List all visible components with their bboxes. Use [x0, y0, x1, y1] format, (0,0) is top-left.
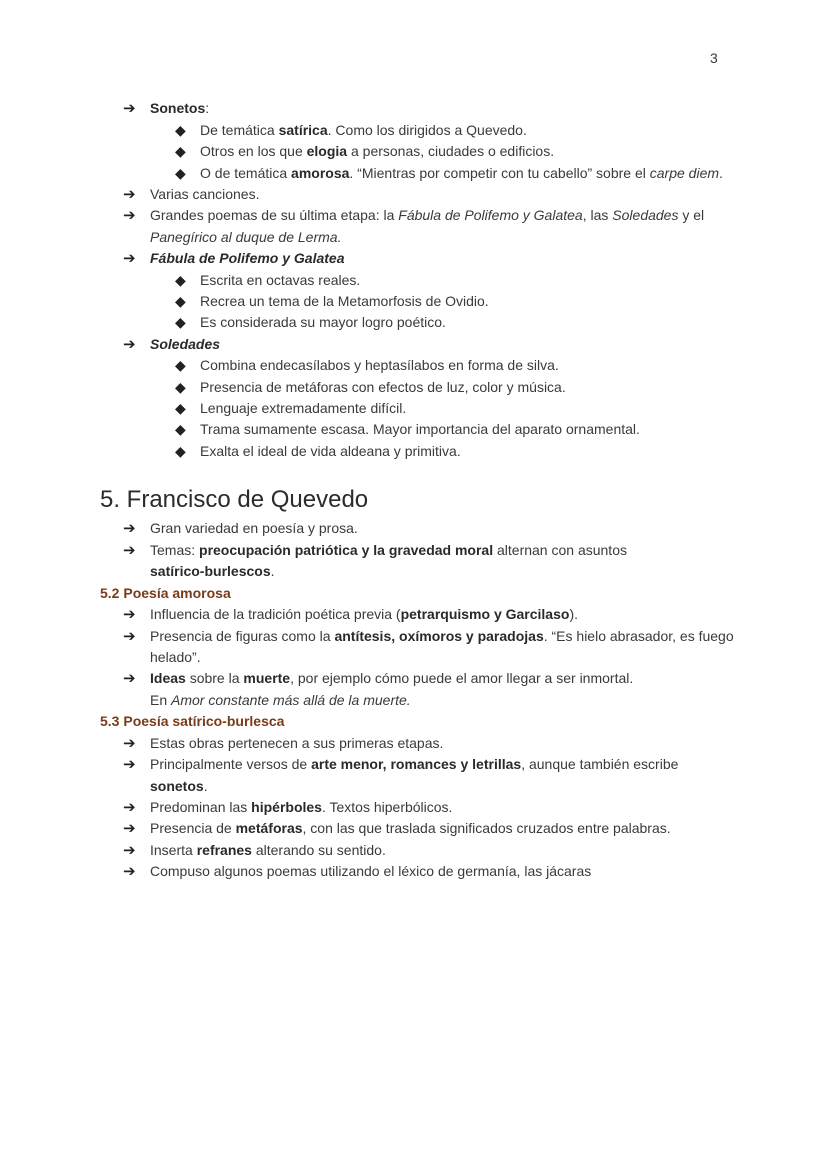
item-text: alternan con asuntos	[493, 542, 627, 558]
item-text: Es considerada su mayor logro poético.	[200, 314, 446, 330]
list-item-polifemo	[123, 248, 345, 269]
list-item-continuation	[150, 776, 208, 797]
list-item	[123, 540, 627, 561]
item-text: , por ejemplo cómo puede el amor llegar a ser inmortal.	[290, 670, 634, 686]
diamond-bullet-icon: ◆	[175, 165, 186, 181]
item-bold: hipérboles	[251, 799, 322, 815]
sub-list-item	[175, 141, 554, 162]
item-text: Gran variedad en poesía y prosa.	[150, 520, 358, 536]
subsection-heading: 5.2 Poesía amorosa	[100, 585, 231, 601]
item-text: sobre la	[185, 670, 244, 686]
item-italic: Panegírico al duque de Lerma.	[150, 229, 342, 245]
item-bold: antítesis, oxímoros y paradojas	[334, 628, 544, 644]
sub-list-item	[175, 398, 406, 419]
item-bold: elogia	[306, 143, 348, 159]
item-italic: Amor constante más allá de la muerte.	[171, 692, 411, 708]
list-item	[123, 733, 443, 754]
arrow-bullet-icon: ➔	[123, 756, 136, 773]
arrow-bullet-icon: ➔	[123, 250, 136, 267]
item-text: En	[150, 692, 172, 708]
list-item-continuation	[150, 227, 341, 248]
item-text: , las	[582, 207, 613, 223]
item-text: Varias canciones.	[150, 186, 260, 202]
item-text: Presencia de	[150, 820, 236, 836]
list-item	[123, 668, 633, 689]
sub-list-item	[175, 355, 559, 376]
sub-list-item	[175, 377, 566, 398]
list-item	[123, 861, 591, 882]
sub-list-item	[175, 270, 360, 291]
list-item	[123, 518, 358, 539]
arrow-bullet-icon: ➔	[123, 207, 136, 224]
item-label: Sonetos	[150, 100, 206, 116]
item-text: Escrita en octavas reales.	[200, 272, 361, 288]
diamond-bullet-icon: ◆	[175, 357, 186, 373]
item-text: Influencia de la tradición poética previa (	[150, 606, 401, 622]
item-text: Inserta	[150, 842, 197, 858]
item-bold: amorosa	[291, 165, 350, 181]
item-text: .	[270, 563, 275, 579]
list-item-continuation	[150, 561, 275, 582]
item-text: Estas obras pertenecen a sus primeras etapas.	[150, 735, 444, 751]
subsection-heading: 5.3 Poesía satírico-burlesca	[100, 713, 285, 729]
sub-list-item	[175, 163, 723, 184]
item-bold: satírica	[278, 122, 328, 138]
item-text: . “Mientras por competir con tu cabello” sobre el	[349, 165, 650, 181]
item-text: Exalta el ideal de vida aldeana y primitiva.	[200, 443, 461, 459]
sub-list-item	[175, 312, 446, 333]
item-italic: Soledades	[612, 207, 679, 223]
item-text: De temática	[200, 122, 279, 138]
arrow-bullet-icon: ➔	[123, 863, 136, 880]
list-item	[123, 604, 578, 625]
sub-list-item	[175, 419, 640, 440]
diamond-bullet-icon: ◆	[175, 122, 186, 138]
item-bold: sonetos	[150, 778, 204, 794]
item-bold: Ideas	[150, 670, 186, 686]
diamond-bullet-icon: ◆	[175, 143, 186, 159]
item-text: Otros en los que	[200, 143, 307, 159]
item-text: Grandes poemas de su última etapa: la	[150, 207, 399, 223]
item-text: , con las que traslada significados cruzados entre palabras.	[302, 820, 671, 836]
item-text: . “Es hielo abrasador, es fuego	[543, 628, 734, 644]
list-item	[123, 797, 452, 818]
diamond-bullet-icon: ◆	[175, 314, 186, 330]
item-bold: petrarquismo y Garcilaso	[400, 606, 570, 622]
item-text: . Como los dirigidos a Quevedo.	[327, 122, 527, 138]
item-bold: preocupación patriótica y la gravedad moral	[199, 542, 494, 558]
item-bold: refranes	[196, 842, 252, 858]
sub-list-item	[175, 120, 527, 141]
item-text: Principalmente versos de	[150, 756, 312, 772]
sub-list-item	[175, 291, 489, 312]
item-text: , aunque también escribe	[521, 756, 679, 772]
arrow-bullet-icon: ➔	[123, 542, 136, 559]
list-item-grandes-poemas	[123, 205, 704, 226]
diamond-bullet-icon: ◆	[175, 293, 186, 309]
item-bold: arte menor, romances y letrillas	[311, 756, 522, 772]
arrow-bullet-icon: ➔	[123, 100, 136, 117]
arrow-bullet-icon: ➔	[123, 670, 136, 687]
sub-list-item	[175, 441, 461, 462]
item-text: Combina endecasílabos y heptasílabos en forma de silva.	[200, 357, 559, 373]
diamond-bullet-icon: ◆	[175, 400, 186, 416]
item-text: Lenguaje extremadamente difícil.	[200, 400, 407, 416]
list-item	[123, 626, 734, 647]
list-item-canciones	[123, 184, 259, 205]
item-text: Presencia de figuras como la	[150, 628, 335, 644]
item-text: Temas:	[150, 542, 200, 558]
diamond-bullet-icon: ◆	[175, 421, 186, 437]
item-text: Recrea un tema de la Metamorfosis de Ovidio.	[200, 293, 489, 309]
arrow-bullet-icon: ➔	[123, 606, 136, 623]
item-text: .	[719, 165, 723, 181]
arrow-bullet-icon: ➔	[123, 842, 136, 859]
item-text: Predominan las	[150, 799, 252, 815]
arrow-bullet-icon: ➔	[123, 799, 136, 816]
arrow-bullet-icon: ➔	[123, 820, 136, 837]
item-text: O de temática	[200, 165, 292, 181]
list-item-soledades	[123, 334, 220, 355]
arrow-bullet-icon: ➔	[123, 735, 136, 752]
section-heading: 5. Francisco de Quevedo	[100, 486, 369, 513]
item-text: Presencia de metáforas con efectos de luz, color y música.	[200, 379, 566, 395]
diamond-bullet-icon: ◆	[175, 272, 186, 288]
item-text: Trama sumamente escasa. Mayor importancia del aparato ornamental.	[200, 421, 640, 437]
item-text: helado”.	[150, 649, 201, 665]
item-text: alterando su sentido.	[251, 842, 386, 858]
list-item	[123, 754, 678, 775]
item-bold: satírico-burlescos	[150, 563, 271, 579]
item-label: Fábula de Polifemo y Galatea	[150, 250, 345, 266]
arrow-bullet-icon: ➔	[123, 186, 136, 203]
item-text: :	[205, 100, 210, 116]
item-text: . Textos hiperbólicos.	[321, 799, 453, 815]
item-text: Compuso algunos poemas utilizando el léxico de germanía, las jácaras	[150, 863, 592, 879]
list-item-continuation	[150, 690, 411, 711]
item-bold: muerte	[243, 670, 291, 686]
arrow-bullet-icon: ➔	[123, 628, 136, 645]
list-item-sonetos	[123, 98, 209, 119]
arrow-bullet-icon: ➔	[123, 520, 136, 537]
arrow-bullet-icon: ➔	[123, 336, 136, 353]
item-label: Soledades	[150, 336, 221, 352]
item-italic: carpe diem	[649, 165, 720, 181]
item-text: ).	[569, 606, 578, 622]
item-text: .	[203, 778, 208, 794]
diamond-bullet-icon: ◆	[175, 443, 186, 459]
page-number: 3	[710, 50, 718, 66]
item-italic: Fábula de Polifemo y Galatea	[398, 207, 583, 223]
list-item-continuation	[150, 647, 201, 668]
item-text: y el	[678, 207, 705, 223]
item-text: a personas, ciudades o edificios.	[347, 143, 555, 159]
list-item	[123, 818, 671, 839]
diamond-bullet-icon: ◆	[175, 379, 186, 395]
item-bold: metáforas	[235, 820, 303, 836]
list-item	[123, 840, 386, 861]
